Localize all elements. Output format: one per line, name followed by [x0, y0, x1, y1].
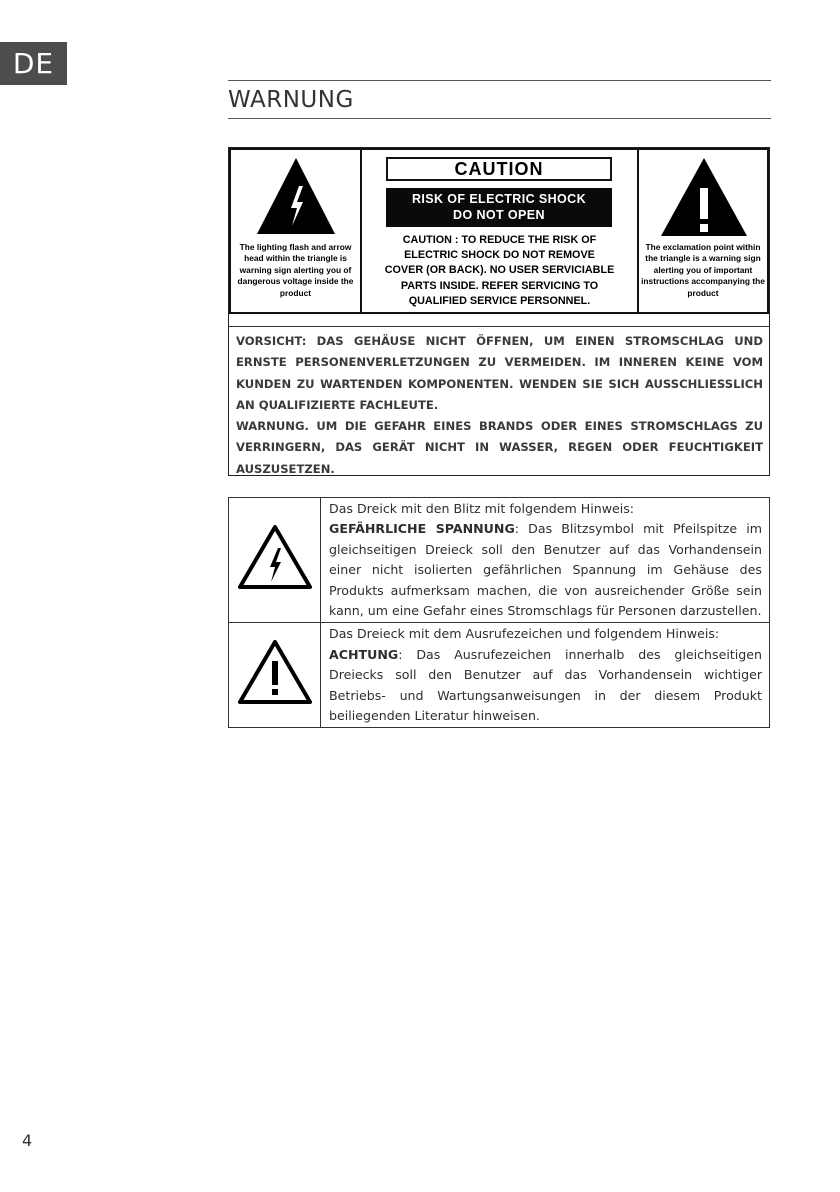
lightning-panel: [231, 150, 362, 312]
lightning-triangle-icon: [255, 156, 337, 236]
symbol-text-cell: [321, 498, 770, 623]
language-tab: DE: [0, 42, 67, 85]
exclamation-triangle-icon: [237, 639, 313, 705]
caution-text-line: COVER (OR BACK). NO USER SERVICIABLE: [384, 264, 615, 277]
symbol-intro: Das Dreieck mit dem Ausrufezeichen und folgendem Hinweis:: [329, 626, 720, 642]
symbol-body: : Das Ausrufezeichen innerhalb des gleichseitigen Dreiecks soll den Benutzer auf das Vorhandensein wichtiger Betriebs- und Wartungsanweisungen in der diesem Produkt beiliegenden Literatur hinweisen.: [329, 646, 762, 724]
title-rule-top: [228, 80, 771, 81]
table-row: [229, 498, 770, 623]
caution-text-line: PARTS INSIDE. REFER SERVICING TO: [400, 279, 599, 292]
symbol-intro: Das Dreick mit den Blitz mit folgendem Hinweis:: [329, 501, 635, 516]
symbol-description: [329, 519, 762, 621]
exclamation-panel: [639, 150, 767, 312]
caution-text-line: CAUTION : TO REDUCE THE RISK OF: [402, 234, 597, 246]
table-row: [229, 623, 770, 728]
lightning-caption: The lighting flash and arrow head within the triangle is warning sign alerting you of dangerous voltage inside the product: [237, 242, 354, 298]
caution-text-line: QUALIFIED SERVICE PERSONNEL.: [408, 294, 591, 307]
caution-instructions: [362, 233, 637, 309]
caution-box: [228, 147, 770, 476]
exclamation-caption: The exclamation point within the triangle is a warning sign alerting you of important instructions accompanying the product: [641, 242, 765, 298]
lightning-triangle-icon: [237, 524, 313, 590]
caution-center-panel: [362, 150, 639, 312]
symbol-icon-cell: [229, 498, 321, 623]
section-title: WARNUNG: [228, 87, 354, 113]
caution-label-panel: [229, 148, 769, 314]
symbol-text-cell: [321, 623, 770, 728]
vorsicht-paragraph: VORSICHT: DAS GEHÄUSE NICHT ÖFFNEN, UM EINEN STROMSCHLAG UND ERNSTE PERSONENVERLETZUNGEN ZU VERMEIDEN. IM INNEREN KEINE VOM KUNDEN ZU WARTENDEN KOMPONENTEN. WENDEN SIE SICH AUSSCHLIESSLICH AN QUALIFIZIERTE FACHLEUTE.: [236, 334, 763, 412]
symbol-description: [329, 645, 762, 727]
caution-separator: [229, 326, 769, 327]
symbol-explanation-table: [228, 497, 770, 728]
risk-line-1: RISK OF ELECTRIC SHOCK: [411, 192, 587, 206]
symbol-term: ACHTUNG: [329, 646, 399, 662]
title-rule-bottom: [228, 118, 771, 119]
risk-line-2: DO NOT OPEN: [453, 207, 545, 222]
page-number: 4: [22, 1131, 33, 1150]
symbol-body: : Das Blitzsymbol mit Pfeilspitze im gleichseitigen Dreieck soll den Benutzer auf das Vorhandensein einer nicht isolierten gefährlichen Spannung im Gehäuse des Produkts aufmerksam machen, die von ausreichender Größe sein kann, um eine Gefahr eines Stromschlags für Personen darzustellen.: [329, 521, 762, 619]
warnung-paragraph: WARNUNG. UM DIE GEFAHR EINES BRANDS ODER EINES STROMSCHLAGS ZU VERRINGERN, DAS GERÄT NICHT IN WASSER, REGEN ODER FEUCHTIGKEIT AUSZUSETZEN.: [236, 419, 763, 476]
caution-text-line: ELECTRIC SHOCK DO NOT REMOVE: [404, 249, 595, 262]
exclamation-triangle-icon: [659, 156, 749, 238]
german-warning-text: [236, 331, 763, 480]
caution-heading: CAUTION: [386, 157, 612, 181]
symbol-icon-cell: [229, 623, 321, 728]
symbol-term: GEFÄHRLICHE SPANNUNG: [329, 521, 515, 537]
risk-label: [386, 188, 612, 227]
